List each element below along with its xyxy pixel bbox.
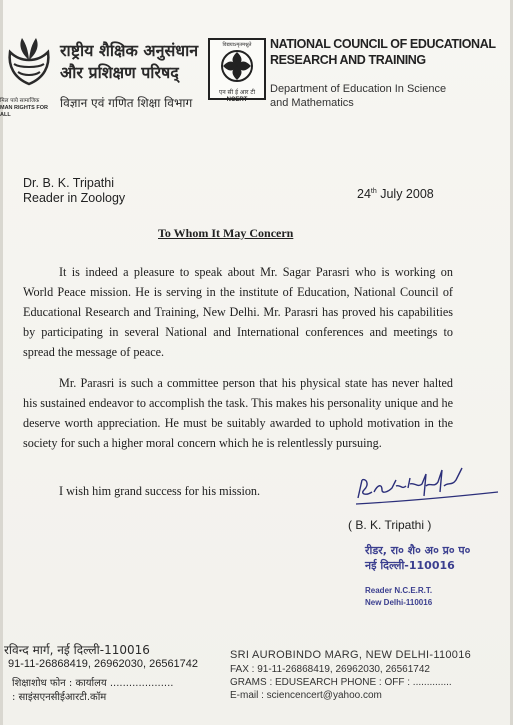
hindi-department-name: विज्ञान एवं गणित शिक्षा विभाग <box>60 96 193 110</box>
footer-grams: GRAMS : EDUSEARCH PHONE : OFF : .............. <box>230 677 452 688</box>
sender-title: Reader in Zoology <box>23 191 126 205</box>
letter-paragraph-1: It is indeed a pleasure to speak about Mr. Sagar Parasri who is working on World Peace mission. He is serving in the institute of Education, National Council of Educational Research and Training, New Delhi. Mr. Parasri has proved his capabilities by participating in several National and International conferences and meetings to spread the message of peace. <box>23 265 453 359</box>
letter-paragraph-2: Mr. Parasri is such a committee person that his physical state has never halted his sustained endeavor to accomplish the task. This makes his personality unique and he deserve worth appreciation. He must be suitably awarded to uphold motivation in the society for such a higher moral concern which he is relentlessly pursuing. <box>23 376 453 450</box>
hindi-council-name: राष्ट्रीय शैक्षिक अनुसंधान और प्रशिक्षण परिषद् <box>60 41 199 82</box>
letter-closing: I wish him grand success for his mission. <box>59 484 261 498</box>
ncert-wheel-icon <box>210 48 264 84</box>
footer-fax: FAX : 91-11-26868419, 26962030, 26561742 <box>230 664 430 675</box>
ncert-logo: विद्ययाऽमृतमश्नुते एन सी ई आर टी NCERT <box>208 38 266 100</box>
footer-hindi-grams: शिक्षाशोध फोन : कार्यालय .................... <box>12 678 174 689</box>
signatory-name: ( B. K. Tripathi ) <box>348 518 432 532</box>
footer-hindi-address: रविन्द मार्ग, नई दिल्ली-110016 <box>4 643 150 657</box>
emblem-motto: मिल पाये सामाजिक MAN RIGHTS FOR ALL <box>0 98 48 118</box>
english-department-name: Department of Education In Science and Mathematics <box>270 83 447 109</box>
letter-subject: To Whom It May Concern <box>158 226 294 240</box>
letter-date: 24th July 2008 <box>357 187 434 201</box>
footer-email: E-mail : sciencencert@yahoo.com <box>230 690 382 701</box>
human-rights-emblem-icon <box>4 34 54 86</box>
footer-hindi-email: : साइंसएनसीईआरटी.कॉम <box>12 692 107 703</box>
footer-hindi-phone: 91-11-26868419, 26962030, 26561742 <box>8 658 199 670</box>
footer-address: SRI AUROBINDO MARG, NEW DELHI-110016 <box>230 649 472 661</box>
sender-block <box>23 176 125 206</box>
handwritten-signature <box>352 462 502 512</box>
sender-name: Dr. B. K. Tripathi <box>23 176 115 190</box>
official-stamp-hindi: रीडर, रा० शै० अ० प्र० प० नई दिल्ली-110016 <box>365 544 471 572</box>
official-stamp-english: Reader N.C.E.R.T. New Delhi-110016 <box>365 586 433 607</box>
english-council-name: NATIONAL COUNCIL OF EDUCATIONAL RESEARCH AND TRAINING <box>270 37 496 67</box>
